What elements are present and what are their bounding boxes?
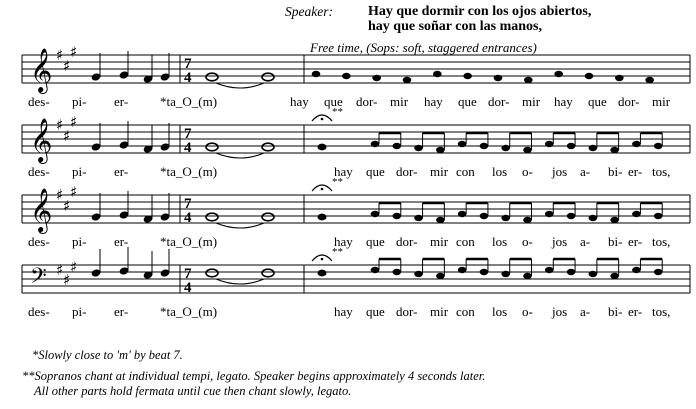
fermata-asterisks: ** [332, 246, 343, 258]
fermata-dot [321, 118, 324, 121]
speaker-label: Speaker: [285, 4, 333, 19]
eighth-note [654, 143, 663, 149]
eighth-note [494, 75, 503, 81]
fermata-asterisks: ** [332, 176, 343, 188]
half-note [262, 213, 274, 221]
lyric-syllable: hay [334, 304, 353, 319]
eighth-note [589, 271, 598, 277]
sharp-icon: ♯ [70, 258, 78, 276]
tie [216, 279, 264, 284]
lyric-syllable: tos, [652, 304, 671, 319]
lyric-syllable: a- [580, 164, 591, 179]
eighth-note [523, 147, 532, 153]
fermata-note [318, 214, 327, 221]
eighth-note [480, 143, 489, 149]
lyric-syllable: pi- [72, 234, 87, 249]
time-signature-top: 7 [184, 126, 192, 142]
eighth-note [458, 211, 467, 217]
eighth-note [480, 269, 489, 275]
half-note [262, 73, 274, 81]
sharp-icon: ♯ [63, 127, 71, 145]
lyric-syllable: que [366, 234, 385, 249]
lyric-syllable: mir [430, 304, 449, 319]
fermata-dot [321, 258, 324, 261]
eighth-note [545, 211, 554, 217]
sharp-icon: ♯ [56, 46, 64, 64]
clef-icon: 𝄞 [30, 48, 53, 92]
lyric-syllable: dor- [396, 234, 418, 249]
sharp-icon: ♯ [63, 57, 71, 75]
eighth-note [436, 217, 445, 223]
eighth-note [463, 73, 472, 79]
eighth-note [523, 217, 532, 223]
lyric-syllable: *ta_O_(m) [160, 234, 218, 249]
fermata-note [318, 144, 327, 151]
clef-icon: 𝄞 [30, 118, 53, 162]
fermata-note [318, 270, 327, 277]
lyric-syllable: er- [114, 94, 129, 109]
sharp-icon: ♯ [70, 183, 78, 201]
lyric-syllable: tos, [652, 234, 671, 249]
footnote-1: *Slowly close to 'm' by beat 7. [32, 348, 183, 362]
time-signature-top: 7 [184, 196, 192, 212]
lyric-syllable: con [456, 304, 475, 319]
time-signature-top: 7 [184, 266, 192, 282]
footnote-2: **Sopranos chant at individual tempi, legato. Speaker begins approximately 4 seconds later. [22, 369, 486, 383]
lyric-syllable: o- [522, 234, 533, 249]
lyric-syllable: mir [430, 164, 449, 179]
lyric-syllable: er- [114, 234, 129, 249]
lyric-syllable: jos [552, 304, 568, 319]
lyric-syllable: bi- [608, 304, 623, 319]
lyric-syllable: dor- [488, 94, 510, 109]
sharp-icon: ♯ [56, 261, 64, 279]
footnote-3: All other parts hold fermata until cue then chant slowly, legato. [34, 384, 352, 398]
lyric-syllable: dor- [618, 94, 640, 109]
eighth-note [501, 215, 510, 221]
clef-icon: 𝄞 [30, 188, 53, 232]
lyric-syllable: dor- [356, 94, 378, 109]
sharp-icon: ♯ [56, 186, 64, 204]
tie [216, 223, 264, 228]
lyric-syllable: o- [522, 304, 533, 319]
speaker-line-2: hay que soñar con las manos, [368, 19, 543, 34]
lyric-syllable: des- [28, 234, 50, 249]
eighth-note [523, 273, 532, 279]
lyric-syllable: er- [628, 304, 643, 319]
fermata-dot [321, 188, 324, 191]
time-signature-bottom: 4 [184, 140, 192, 156]
eighth-note [372, 75, 381, 81]
tempo-marking: Free time, (Sops: soft, staggered entrances) [310, 40, 537, 55]
lyric-syllable: mir [430, 234, 449, 249]
lyric-syllable: jos [552, 164, 568, 179]
eighth-note [545, 141, 554, 147]
time-signature-bottom: 4 [184, 70, 192, 86]
eighth-note [567, 213, 576, 219]
eighth-note [589, 145, 598, 151]
lyric-syllable: *ta_O_(m) [160, 94, 218, 109]
eighth-note [554, 71, 563, 77]
fermata-asterisks: ** [332, 106, 343, 118]
eighth-note [610, 147, 619, 153]
eighth-note [436, 273, 445, 279]
lyric-syllable: mir [522, 94, 541, 109]
lyric-syllable: er- [628, 234, 643, 249]
lyric-syllable: con [456, 164, 475, 179]
lyric-syllable: des- [28, 94, 50, 109]
eighth-note [458, 267, 467, 273]
eighth-note [615, 75, 624, 81]
eighth-note [392, 213, 401, 219]
eighth-note [436, 147, 445, 153]
lyric-syllable: a- [580, 304, 591, 319]
tie [216, 83, 264, 88]
eighth-note [567, 269, 576, 275]
lyric-syllable: des- [28, 304, 50, 319]
eighth-note [610, 273, 619, 279]
eighth-note [403, 77, 412, 83]
lyric-syllable: hay [334, 164, 353, 179]
lyric-syllable: los [492, 304, 508, 319]
eighth-note [342, 73, 351, 79]
eighth-note [654, 213, 663, 219]
sharp-icon: ♯ [70, 113, 78, 131]
lyric-syllable: hay [290, 94, 309, 109]
eighth-note [414, 145, 423, 151]
lyric-syllable: dor- [396, 164, 418, 179]
lyric-syllable: a- [580, 234, 591, 249]
tie [216, 153, 264, 158]
eighth-note [312, 71, 321, 77]
lyric-syllable: jos [552, 234, 568, 249]
lyric-syllable: mir [390, 94, 409, 109]
eighth-note [458, 141, 467, 147]
lyric-syllable: que [366, 164, 385, 179]
lyric-syllable: er- [628, 164, 643, 179]
sharp-icon: ♯ [63, 271, 71, 289]
lyric-syllable: que [458, 94, 477, 109]
whole-note [206, 213, 218, 221]
lyric-syllable: pi- [72, 304, 87, 319]
eighth-note [610, 217, 619, 223]
lyric-syllable: que [588, 94, 607, 109]
eighth-note [545, 267, 554, 273]
lyric-syllable: que [366, 304, 385, 319]
eighth-note [524, 77, 533, 83]
eighth-note [433, 71, 442, 77]
eighth-note [501, 145, 510, 151]
half-note [262, 269, 274, 277]
lyric-syllable: o- [522, 164, 533, 179]
lyric-syllable: los [492, 164, 508, 179]
eighth-note [589, 215, 598, 221]
eighth-note [371, 211, 380, 217]
eighth-note [654, 269, 663, 275]
whole-note [206, 269, 218, 277]
whole-note [206, 143, 218, 151]
lyric-syllable: que [324, 94, 343, 109]
time-signature-bottom: 4 [184, 210, 192, 226]
eighth-note [392, 143, 401, 149]
lyric-syllable: dor- [396, 304, 418, 319]
eighth-note [632, 211, 641, 217]
eighth-note [585, 73, 594, 79]
speaker-line-1: Hay que dormir con los ojos abiertos, [368, 4, 592, 19]
eighth-note [567, 143, 576, 149]
time-signature-bottom: 4 [184, 280, 192, 296]
lyric-syllable: con [456, 234, 475, 249]
lyric-syllable: hay [554, 94, 573, 109]
sharp-icon: ♯ [56, 116, 64, 134]
eighth-note [632, 141, 641, 147]
lyric-syllable: tos, [652, 164, 671, 179]
eighth-note [414, 271, 423, 277]
lyric-syllable: mir [652, 94, 671, 109]
eighth-note [414, 215, 423, 221]
lyric-syllable: *ta_O_(m) [160, 304, 218, 319]
eighth-note [632, 267, 641, 273]
sharp-icon: ♯ [70, 43, 78, 61]
eighth-note [645, 77, 654, 83]
lyric-syllable: bi- [608, 234, 623, 249]
lyric-syllable: er- [114, 304, 129, 319]
eighth-note [371, 141, 380, 147]
sharp-icon: ♯ [63, 197, 71, 215]
lyric-syllable: hay [334, 234, 353, 249]
lyric-syllable: *ta_O_(m) [160, 164, 218, 179]
lyric-syllable: los [492, 234, 508, 249]
whole-note [206, 73, 218, 81]
time-signature-top: 7 [184, 56, 192, 72]
eighth-note [480, 213, 489, 219]
lyric-syllable: pi- [72, 164, 87, 179]
eighth-note [501, 271, 510, 277]
lyric-syllable: des- [28, 164, 50, 179]
lyric-syllable: pi- [72, 94, 87, 109]
eighth-note [392, 269, 401, 275]
lyric-syllable: hay [424, 94, 443, 109]
eighth-note [371, 267, 380, 273]
lyric-syllable: er- [114, 164, 129, 179]
lyric-syllable: bi- [608, 164, 623, 179]
clef-icon: 𝄢 [30, 264, 47, 294]
half-note [262, 143, 274, 151]
